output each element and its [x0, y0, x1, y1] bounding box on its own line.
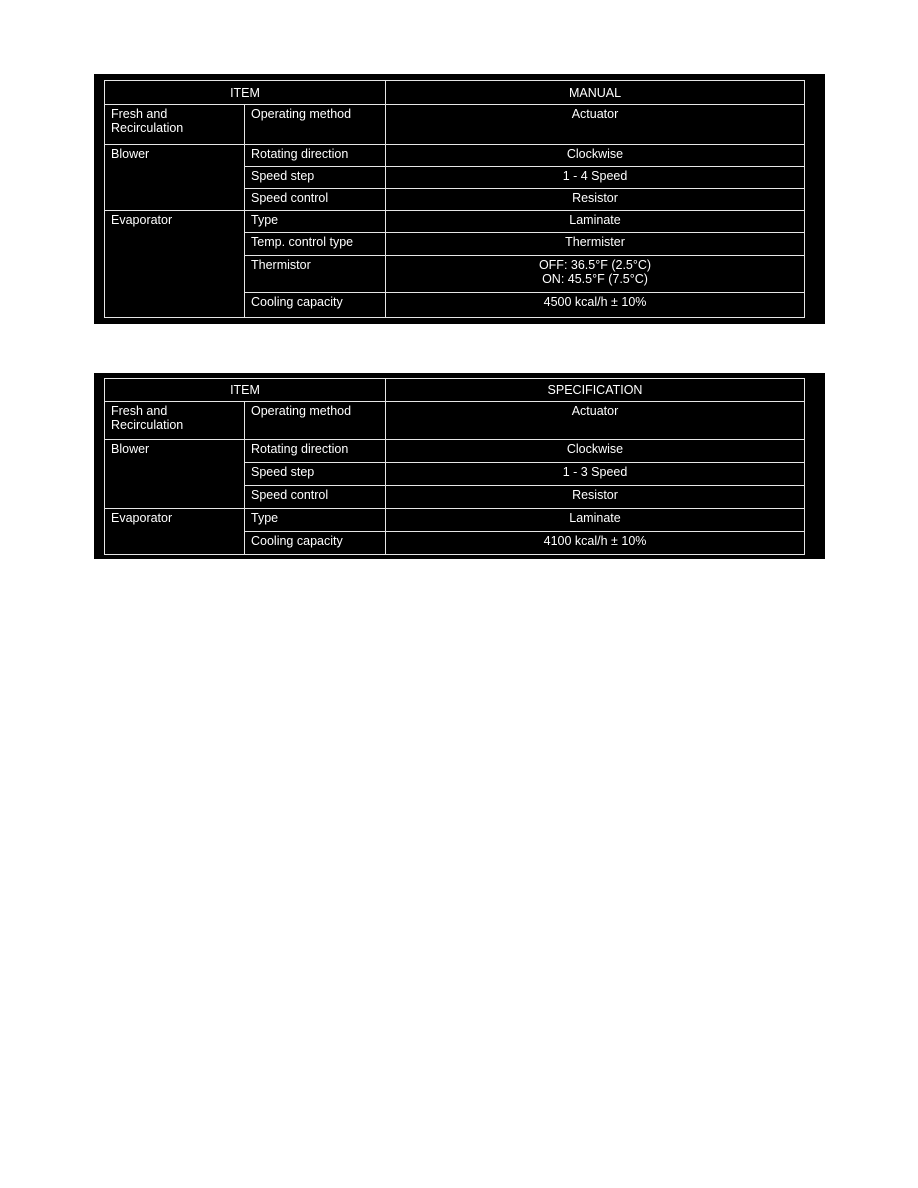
group-name: Fresh and Recirculation — [105, 402, 245, 440]
row-value — [386, 256, 805, 293]
value-line: 1 - 3 Speed — [562, 465, 628, 479]
row-value — [386, 463, 805, 486]
row-label: Speed step — [245, 167, 386, 189]
row-label: Type — [245, 211, 386, 233]
row-value — [386, 189, 805, 211]
row-label: Operating method — [245, 402, 386, 440]
table-header-row — [105, 81, 805, 105]
table-row — [105, 509, 805, 532]
row-value — [386, 233, 805, 256]
table-header-row — [105, 379, 805, 402]
value-line: Actuator — [571, 107, 619, 121]
group-name: Blower — [105, 145, 245, 211]
value-line: Clockwise — [566, 442, 624, 456]
row-value — [386, 486, 805, 509]
value-line: Resistor — [572, 191, 618, 205]
row-label: Rotating direction — [245, 145, 386, 167]
header-value: MANUAL — [386, 81, 805, 105]
table-row — [105, 402, 805, 440]
group-name: Evaporator — [105, 509, 245, 555]
table-row — [105, 211, 805, 233]
specification-table-panel — [94, 373, 825, 559]
table-row — [105, 145, 805, 167]
header-item: ITEM — [105, 379, 386, 402]
value-line: ON: 45.5°F (7.5°C) — [542, 272, 648, 286]
row-label: Cooling capacity — [245, 293, 386, 318]
row-value — [386, 509, 805, 532]
row-label: Cooling capacity — [245, 532, 386, 555]
row-value — [386, 402, 805, 440]
value-line: Resistor — [572, 488, 618, 502]
row-value — [386, 167, 805, 189]
header-item: ITEM — [105, 81, 386, 105]
table-row — [105, 440, 805, 463]
group-name: Blower — [105, 440, 245, 509]
value-line: Thermister — [565, 235, 625, 249]
value-line: Actuator — [571, 404, 619, 418]
header-value: SPECIFICATION — [386, 379, 805, 402]
row-value — [386, 532, 805, 555]
row-value — [386, 440, 805, 463]
row-value — [386, 293, 805, 318]
row-label: Speed control — [245, 486, 386, 509]
specification-table — [104, 378, 805, 555]
row-label: Temp. control type — [245, 233, 386, 256]
row-value — [386, 211, 805, 233]
manual-spec-table — [104, 80, 805, 318]
row-label: Operating method — [245, 105, 386, 145]
row-value — [386, 105, 805, 145]
value-line: 1 - 4 Speed — [562, 169, 628, 183]
value-line: Clockwise — [566, 147, 624, 161]
table-row — [105, 105, 805, 145]
row-value — [386, 145, 805, 167]
value-line: 4100 kcal/h ± 10% — [543, 534, 647, 548]
row-label: Type — [245, 509, 386, 532]
group-name: Fresh and Recirculation — [105, 105, 245, 145]
row-label: Rotating direction — [245, 440, 386, 463]
manual-spec-table-panel — [94, 74, 825, 324]
value-line: Laminate — [569, 213, 621, 227]
row-label: Speed control — [245, 189, 386, 211]
value-line: 4500 kcal/h ± 10% — [543, 295, 647, 309]
group-name: Evaporator — [105, 211, 245, 318]
row-label: Speed step — [245, 463, 386, 486]
value-line: OFF: 36.5°F (2.5°C) — [538, 258, 652, 272]
row-label: Thermistor — [245, 256, 386, 293]
value-line: Laminate — [569, 511, 621, 525]
